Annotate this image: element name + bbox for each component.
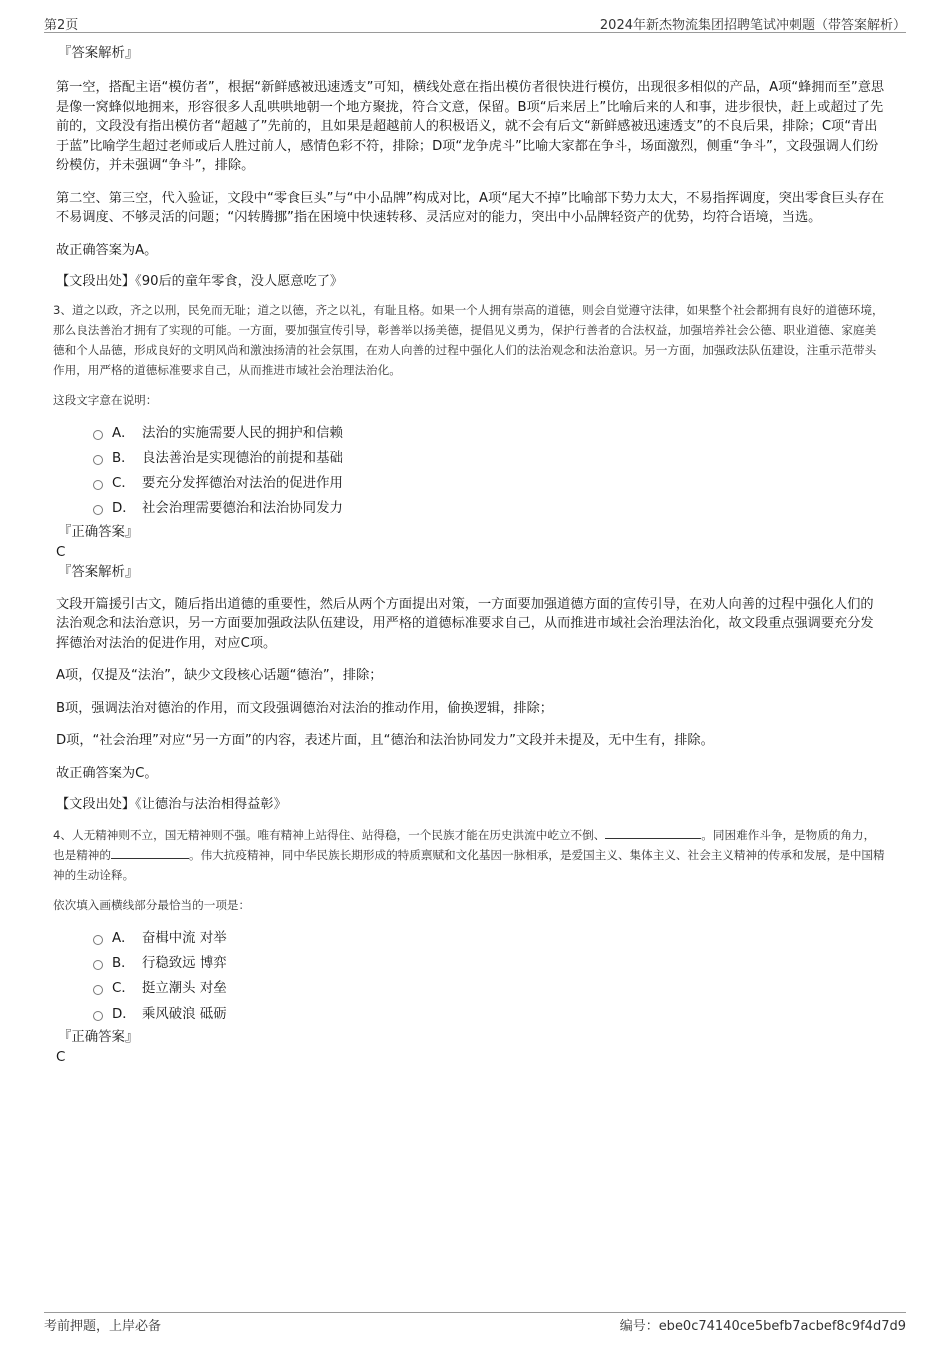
fill-blank-2: [111, 846, 189, 859]
q4-answer-label: 『正确答案』: [58, 1029, 139, 1045]
q4-option-d[interactable]: D． 乘风破浪 砥砺: [53, 1005, 886, 1030]
q4-answer: C: [56, 1049, 66, 1065]
q3-answer-block: [56, 523, 886, 815]
q3-analysis-b: B项，强调法治对德治的作用，而文段强调德治对法治的推动作用，偷换逻辑，排除；: [56, 700, 553, 716]
q2-analysis: [56, 44, 886, 292]
radio-icon[interactable]: [93, 505, 103, 515]
radio-icon[interactable]: [93, 455, 103, 465]
q3-analysis-d: D项，“社会治理”对应“另一方面”的内容，表述片面，且“德治和法治协同发力”文段并未提及，无中生有，排除。: [56, 733, 714, 749]
q3-analysis-label: 『答案解析』: [58, 564, 139, 580]
q2-analysis-para2: 第二空、第三空，代入验证，文段中“零食巨头”与“中小品牌”构成对比，A项“尾大不掉”比喻部下势力太大，不易指挥调度，突出零食巨头存在不易调度、不够灵活的问题；“闪转腾挪”指在困境中快速转移、灵活应对的能力，突出中小品牌轻资产的优势，均符合语境，当选。: [56, 190, 885, 225]
q2-analysis-para1: 第一空，搭配主语“模仿者”，根据“新鲜感被迅速透支”可知，横线处意在指出模仿者很快进行模仿，出现很多相似的产品，A项“蜂拥而至”意思是像一窝蜂似地拥来，形容很多人乱哄哄地朝一个地方聚拢，符合文意，保留。B项“后来居上”比喻后来的人和事，进步很快，赶上或超过了先前的，文段没有指出模仿者“超越了”先前的，且如果是超越前人的积极语义，就不会有后文“新鲜感被迅速透支”的不良后果，排除；C项“青出于蓝”比喻学生超过老师或后人胜过前人，感情色彩不符，排除；D项“龙争虎斗”比喻大家都在争斗，场面激烈，侧重“争斗”，文段强调人们纷纷模仿，并未强调“争斗”，排除。: [56, 80, 885, 173]
q3-option-b[interactable]: B． 良法善治是实现德治的前提和基础: [53, 449, 886, 474]
question-3: [53, 300, 886, 525]
q4-option-a[interactable]: A． 奋楫中流 对举: [53, 929, 886, 954]
footer-slogan: 考前押题，上岸必备: [44, 1319, 162, 1334]
page-footer: [44, 1312, 906, 1334]
radio-icon[interactable]: [93, 985, 103, 995]
q3-options: [53, 424, 886, 525]
q4-stem: 4、人无精神则不立，国无精神则不强。唯有精神上站得住、站得稳，一个民族才能在历史洪流中屹立不倒、 。同困难作斗争，是物质的角力，也是精神的 。伟大抗疫精神，同中华民族长期形成的特质禀赋和文化基因一脉相承，是爱国主义、集体主义、社会主义精神的传承和发展，是中国精神的生动诠释。: [53, 827, 885, 882]
page-number: 第2页: [44, 18, 79, 33]
radio-icon[interactable]: [93, 935, 103, 945]
q3-analysis-a: A项，仅提及“法治”，缺少文段核心话题“德治”，排除；: [56, 668, 383, 684]
question-4: [53, 825, 886, 1030]
radio-icon[interactable]: [93, 480, 103, 490]
q3-analysis-para1: 文段开篇援引古文，随后指出道德的重要性，然后从两个方面提出对策，一方面要加强道德方面的宣传引导，在劝人向善的过程中强化人们的法治观念和法治意识，另一方面要加强政法队伍建设，用严格的道德标准要求自己，从而推进市域社会治理法治化，故文段重点强调要充分发挥德治对法治的促进作用，对应C项。: [56, 596, 874, 651]
q3-answer-label: 『正确答案』: [58, 524, 139, 540]
q3-question: 这段文字意在说明：: [53, 392, 158, 407]
document-id: 编号：ebe0c74140ce5befb7acbef8c9f4d7d9: [619, 1319, 906, 1334]
page-header: [44, 12, 906, 33]
q3-answer: C: [56, 544, 66, 560]
q4-answer-block: [56, 1028, 886, 1068]
q4-options: [53, 929, 886, 1030]
q3-source: 【文段出处】《让德治与法治相得益彰》: [56, 797, 287, 813]
document-title: 2024年新杰物流集团招聘笔试冲刺题（带答案解析）: [599, 18, 906, 33]
q2-source: 【文段出处】《90后的童年零食，没人愿意吃了》: [56, 274, 344, 289]
radio-icon[interactable]: [93, 430, 103, 440]
fill-blank-1: [605, 826, 701, 839]
q3-stem: 3、道之以政，齐之以刑，民免而无耻；道之以德，齐之以礼，有耻且格。如果一个人拥有崇高的道德，则会自觉遵守法律，如果整个社会都拥有良好的道德环境，那么良法善治才拥有了实现的可能。一方面，要加强宣传引导，彰善举以扬美德，提倡见义勇为，保护行善者的合法权益，加强培养社会公德、职业道德、家庭美德和个人品德，形成良好的文明风尚和激浊扬清的社会氛围，在劝人向善的过程中强化人们的法治观念和法治意识。另一方面，加强政法队伍建设，注重示范带头作用，用严格的道德标准要求自己，从而推进市域社会治理法治化。: [53, 302, 884, 377]
q2-conclusion: 故正确答案为A。: [56, 242, 158, 258]
q4-option-c[interactable]: C． 挺立潮头 对垒: [53, 979, 886, 1004]
document-body: [53, 44, 886, 1068]
radio-icon[interactable]: [93, 1011, 103, 1021]
q4-option-b[interactable]: B． 行稳致远 博弈: [53, 954, 886, 979]
q2-analysis-label: 『答案解析』: [58, 46, 139, 61]
q4-question: 依次填入画横线部分最恰当的一项是：: [53, 897, 251, 912]
radio-icon[interactable]: [93, 960, 103, 970]
q3-conclusion: 故正确答案为C。: [56, 765, 158, 781]
q3-option-d[interactable]: D． 社会治理需要德治和法治协同发力: [53, 499, 886, 524]
q3-option-c[interactable]: C． 要充分发挥德治对法治的促进作用: [53, 474, 886, 499]
q3-option-a[interactable]: A． 法治的实施需要人民的拥护和信赖: [53, 424, 886, 449]
